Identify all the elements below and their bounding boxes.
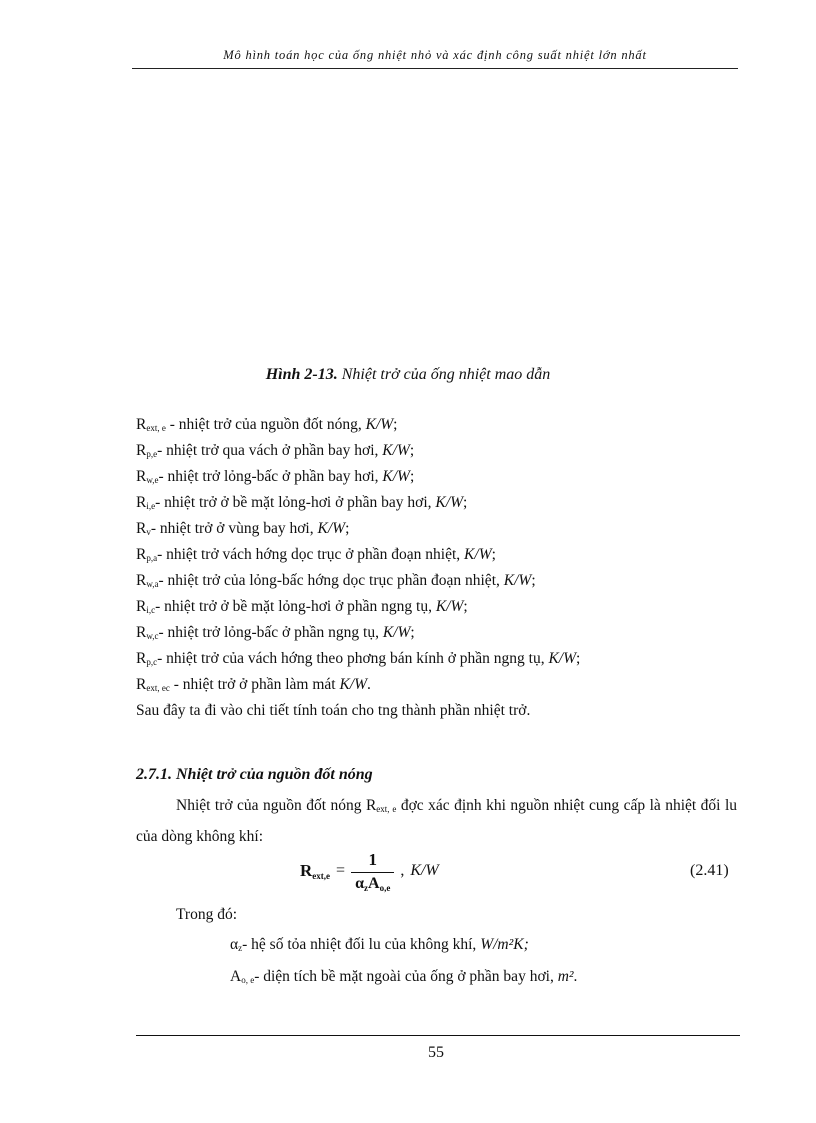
definition-item: $R_{w,e}-$ nhiệt trở lỏng-bấc ở phần bay hơi, K/W;	[136, 468, 415, 485]
fraction-denominator: $\alpha_zA_{o,e}$	[351, 872, 394, 893]
summary-line: Sau đây ta đi vào chi tiết tính toán cho tng thành phần nhiệt trở.	[136, 702, 531, 719]
definition-item: $R_{w,a}-$ nhiệt trở của lỏng-bấc hớng dọc trục phần đoạn nhiệt, K/W;	[136, 572, 536, 589]
def-symbol: $R_{p,e}$	[136, 442, 158, 459]
definition-item: $R_{p,a}-$ nhiệt trở vách hớng dọc trục ở phần đoạn nhiệt, K/W;	[136, 546, 496, 563]
definition-item: $R_{i,c}-$ nhiệt trở ở bề mặt lỏng-hơi ở phần ngng tụ, K/W;	[136, 598, 468, 615]
def-symbol: $R_{w,a}$	[136, 572, 159, 589]
section-heading: 2.7.1. Nhiệt trở của nguồn đốt nóng	[136, 766, 373, 783]
definition-item: $R_{p,c}-$ nhiệt trở của vách hớng theo phơng bán kính ở phần ngng tụ, K/W;	[136, 650, 581, 667]
def-symbol: $R_{i,c}$	[136, 598, 156, 615]
equation-fraction	[351, 850, 394, 893]
figure-caption	[0, 366, 816, 384]
def-symbol: $R_{w,c}$	[136, 624, 159, 641]
definition-item: $R_{ext, e}$ - nhiệt trở của nguồn đốt nóng, K/W;	[136, 416, 398, 433]
where-label: Trong đó:	[176, 906, 238, 923]
section-paragraph: Nhiệt trở của nguồn đốt nóng $R_{ext, e}$ đợc xác định khi nguồn nhiệt cung cấp là nhiệt đối lu của dòng không khí:	[136, 797, 737, 845]
variable-area: $A_{o, e}-$ diện tích bề mặt ngoài của ống ở phần bay hơi, m².	[230, 968, 578, 985]
definition-item: $R_v-$ nhiệt trở ở vùng bay hơi, K/W;	[136, 520, 350, 537]
header-rule	[132, 68, 738, 69]
fraction-numerator: 1	[368, 849, 377, 869]
definition-list	[136, 412, 756, 724]
def-symbol: $R_{i,e}$	[136, 494, 156, 511]
equation-number: (2.41)	[690, 862, 729, 879]
def-symbol: $R_{p,c}$	[136, 650, 158, 667]
definition-item: $R_{ext, ec}$ - nhiệt trở ở phần làm mát K/W.	[136, 676, 371, 693]
caption-label: Hình 2-13.	[265, 366, 338, 383]
variable-alpha: $\alpha_z-$ hệ số tỏa nhiệt đối lu của không khí, W/m²K;	[230, 936, 529, 953]
definition-item: $R_{i,e}-$ nhiệt trở ở bề mặt lỏng-hơi ở phần bay hơi, K/W;	[136, 494, 468, 511]
definition-item: $R_{p,e}-$ nhiệt trở qua vách ở phần bay hơi, K/W;	[136, 442, 415, 459]
def-symbol: $R_{w,e}$	[136, 468, 159, 485]
equation-lhs: $R_{ext,e}$	[300, 861, 331, 881]
footer-rule	[136, 1035, 740, 1036]
def-symbol: $R_v$	[136, 520, 151, 537]
def-symbol: $R_{p,a}$	[136, 546, 158, 563]
page-number: 55	[428, 1044, 444, 1061]
running-header: Mô hình toán học của ống nhiệt nhỏ và xác định công suất nhiệt lớn nhất	[223, 48, 647, 62]
inline-symbol: $R_{ext, e}$	[365, 797, 397, 814]
def-symbol: $R_{ext, ec}$	[136, 676, 170, 693]
equation-2-41	[300, 846, 439, 896]
definition-item: $R_{w,c}-$ nhiệt trở lỏng-bấc ở phần ngng tụ, K/W;	[136, 624, 415, 641]
equals-sign: =	[336, 862, 346, 879]
equation-unit: K/W	[410, 862, 439, 879]
def-symbol: $R_{ext, e}$	[136, 416, 166, 433]
caption-text: Nhiệt trở của ống nhiệt mao dẫn	[341, 366, 551, 383]
equation-comma: ,	[400, 862, 405, 879]
